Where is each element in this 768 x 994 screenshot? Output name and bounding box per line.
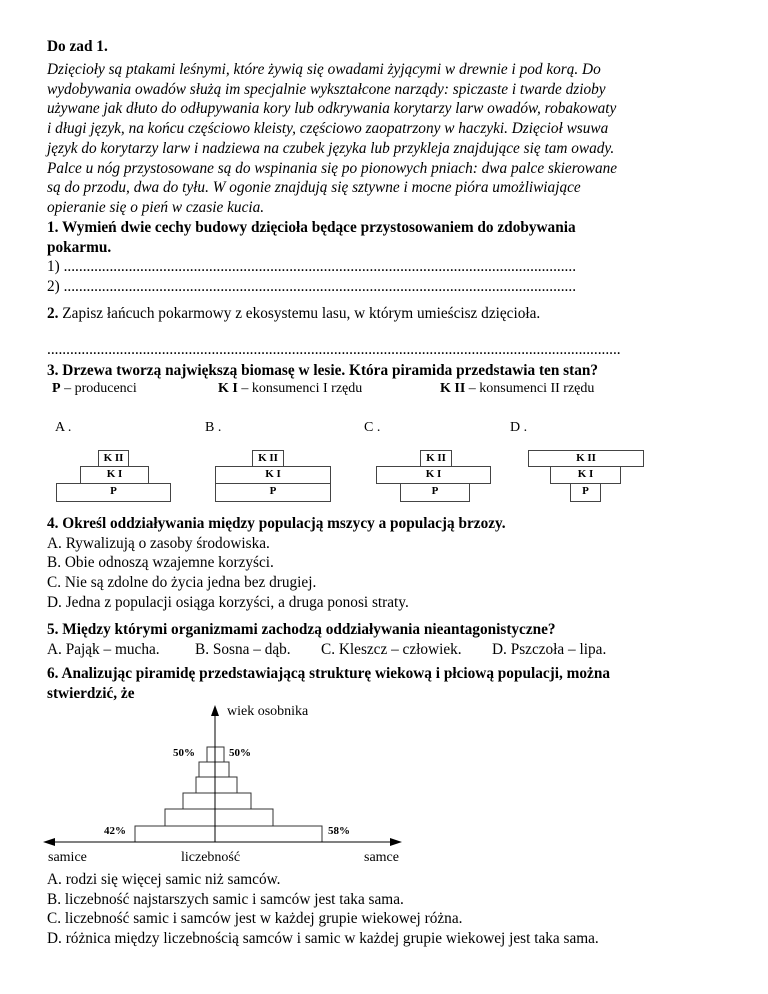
pyramid-b-p: P — [215, 483, 331, 502]
intro-line: i długi język, na końcu częściowo kleisty, częściowo zaopatrzony w haczyki. Dzięcioł wsuwa — [47, 120, 609, 138]
legend-desc: – konsumenci II rzędu — [465, 381, 595, 396]
option[interactable]: A. Rywalizują o zasoby środowiska. — [47, 534, 270, 552]
legend-desc: – producenci — [60, 381, 137, 396]
age-bar — [135, 826, 322, 842]
option[interactable]: B. Obie odnoszą wzajemne korzyści. — [47, 554, 274, 572]
intro-line: język do korytarzy larw i nadziewa na czubek języka lub przykleja znajdujące się tam owady. — [47, 139, 615, 157]
option[interactable]: B. liczebność najstarszych samic i samców jest taka sama. — [47, 890, 404, 908]
option[interactable]: C. liczebność samic i samców jest w każdej grupie wiekowej różna. — [47, 910, 463, 928]
pyramid-d-k2: K II — [528, 450, 644, 467]
intro-line: używane jak dłuto do odłupywania kory lub odkrywania korytarzy larw owadów, robakowaty — [47, 100, 617, 118]
pyramid-b-k2: K II — [252, 450, 284, 467]
pyramid-a-k1: K I — [80, 466, 149, 484]
question-2-number: 2. — [47, 305, 59, 322]
top-left-percent: 50% — [173, 747, 195, 759]
legend-abbr: K II — [440, 381, 466, 396]
pyramid-d-p: P — [570, 483, 601, 502]
question-2-text: Zapisz łańcuch pokarmowy z ekosystemu lasu, w którym umieścisz dzięcioła. — [58, 305, 541, 322]
right-axis-label: samce — [364, 850, 399, 865]
option-b-label[interactable]: B . — [205, 420, 222, 435]
question-1-title: 1. Wymień dwie cechy budowy dzięcioła będące przystosowaniem do zdobywania — [47, 219, 576, 236]
bottom-right-percent: 58% — [328, 825, 350, 837]
pyramid-b-k1: K I — [215, 466, 331, 484]
intro-line: opieranie się o pień w czasie kucia. — [47, 198, 265, 216]
option[interactable]: A. rodzi się więcej samic niż samców. — [47, 871, 281, 888]
age-bar — [165, 809, 273, 826]
option[interactable]: D. różnica między liczebnością samców i samic w każdej grupie wiekowej jest taka sama. — [47, 930, 599, 948]
answer-line-2[interactable]: 2) ...................................................................................................................................... — [47, 278, 577, 296]
option[interactable]: B. Sosna – dąb. — [195, 640, 291, 658]
intro-line: Palce u nóg przystosowane są do wspinania się po pionowych pniach: dwa palce skierowane — [47, 159, 618, 177]
pyramid-c-p: P — [400, 483, 470, 502]
intro-line: są do przodu, dwa do tyłu. W ogonie znajdują się sztywne i mocne pióra umożliwiające — [47, 179, 581, 197]
option-c-label[interactable]: C . — [364, 420, 381, 435]
intro-line: Dzięcioły są ptakami leśnymi, które żywią się owadami żyjącymi w drewnie i pod korą. Do — [47, 61, 601, 78]
age-bar — [183, 793, 251, 809]
age-bar — [199, 762, 229, 777]
question-3-title: 3. Drzewa tworzą największą biomasę w lesie. Która piramida przedstawia ten stan? — [47, 362, 599, 379]
option[interactable]: A. Pająk – mucha. — [47, 640, 160, 658]
y-axis-arrow-icon — [211, 705, 219, 716]
pyramid-c-k2: K II — [420, 450, 452, 467]
pyramid-a-p: P — [56, 483, 171, 502]
x-axis-left-arrow-icon — [43, 838, 55, 846]
top-right-percent: 50% — [229, 747, 251, 759]
legend-desc: – konsumenci I rzędu — [237, 381, 363, 396]
legend-abbr: K I — [218, 381, 238, 396]
question-4-title: 4. Określ oddziaływania między populacją mszycy a populacją brzozy. — [47, 515, 506, 532]
pyramid-d-k1: K I — [550, 466, 621, 484]
x-axis-label: liczebność — [181, 850, 241, 865]
question-6-title: stwierdzić, że — [47, 684, 135, 702]
question-1-title: pokarmu. — [47, 238, 112, 256]
answer-line-1[interactable]: 1) ...................................................................................................................................... — [47, 258, 577, 276]
y-axis-label: wiek osobnika — [227, 704, 309, 719]
option-d-label[interactable]: D . — [510, 420, 528, 435]
question-5-title: 5. Między którymi organizmami zachodzą oddziaływania nieantagonistyczne? — [47, 621, 556, 638]
question-6-options — [47, 870, 727, 949]
option[interactable]: D. Jedna z populacji osiąga korzyści, a druga ponosi straty. — [47, 593, 409, 611]
question-6-title: 6. Analizując piramidę przedstawiającą strukturę wiekową i płciową populacji, można — [47, 665, 610, 682]
legend-abbr: P — [52, 381, 61, 396]
option[interactable]: C. Kleszcz – człowiek. — [321, 640, 462, 658]
answer-line-q2[interactable]: ...................................................................................................................................................... — [47, 341, 621, 358]
option-a-label[interactable]: A . — [55, 420, 72, 435]
intro-line: wydobywania owadów służą im specjalnie wykształcone narządy: spiczaste i twarde dzioby — [47, 80, 606, 98]
section-header: Do zad 1. — [47, 38, 108, 55]
pyramid-a-k2: K II — [98, 450, 129, 467]
x-axis-right-arrow-icon — [390, 838, 402, 846]
pyramid-c-k1: K I — [376, 466, 491, 484]
age-bar — [196, 777, 237, 793]
option[interactable]: D. Pszczoła – lipa. — [492, 640, 607, 658]
bottom-left-percent: 42% — [104, 825, 126, 837]
left-axis-label: samice — [48, 850, 87, 865]
option[interactable]: C. Nie są zdolne do życia jedna bez drugiej. — [47, 574, 317, 592]
